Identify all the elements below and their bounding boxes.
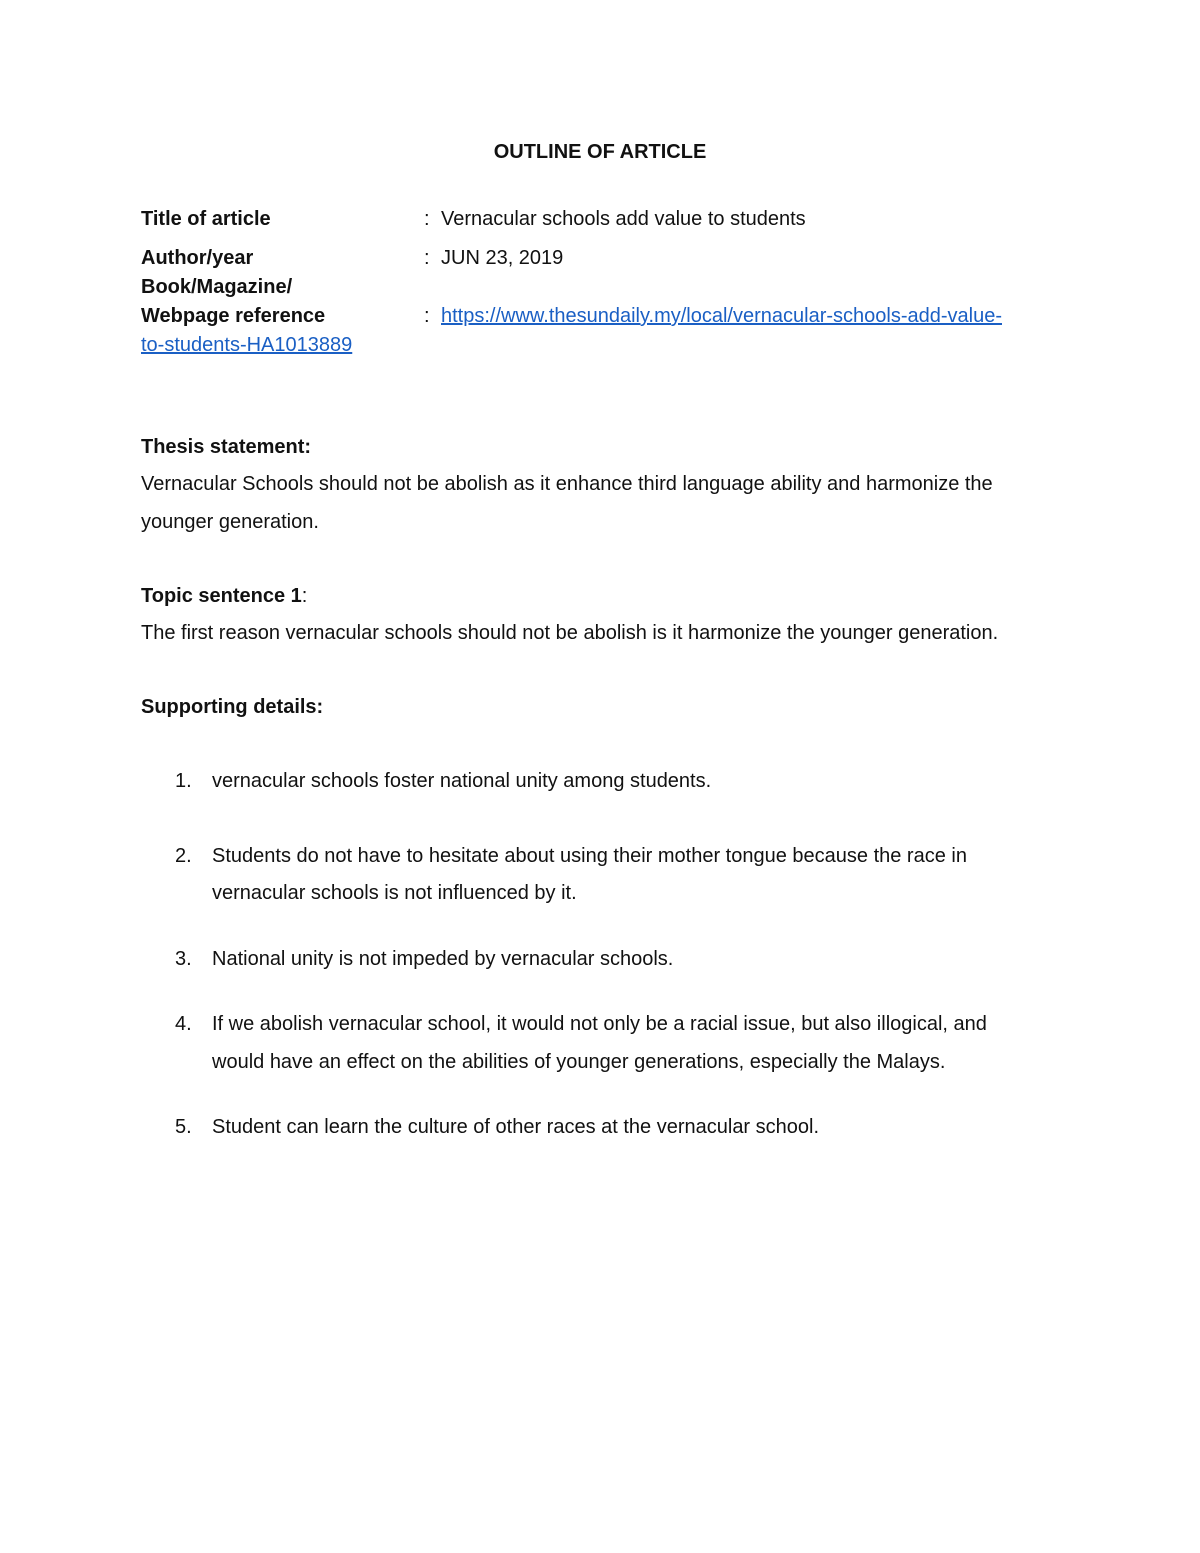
webpage-colon: : (424, 305, 430, 327)
webpage-url-link-line2[interactable]: to-students-HA1013889 (141, 334, 353, 356)
list-item-text: Student can learn the culture of other races at the vernacular school. (212, 1116, 820, 1138)
webpage-reference-label: Webpage reference (141, 305, 326, 327)
webpage-url-link-line1[interactable]: https://www.thesundaily.my/local/vernacular-schools-add-value- (441, 305, 1002, 327)
list-item-text: vernacular schools foster national unity among students. (212, 770, 712, 792)
topic-sentence-text: The first reason vernacular schools should not be abolish is it harmonize the younger generation. (141, 622, 999, 644)
thesis-text-line1: Vernacular Schools should not be abolish as it enhance third language ability and harmonize the (141, 473, 993, 495)
list-item-text-continued: vernacular schools is not influenced by it. (212, 882, 577, 904)
title-of-article-value: Vernacular schools add value to students (441, 208, 806, 230)
book-magazine-label: Book/Magazine/ (141, 276, 293, 298)
list-item-number: 2. (175, 845, 192, 867)
author-year-value: JUN 23, 2019 (441, 247, 564, 269)
list-item-number: 1. (175, 770, 192, 792)
author-colon: : (424, 247, 430, 269)
thesis-heading: Thesis statement: (141, 436, 312, 458)
title-of-article-label: Title of article (141, 208, 271, 230)
title-colon: : (424, 208, 430, 230)
list-item-text: National unity is not impeded by vernacular schools. (212, 948, 674, 970)
document-title: OUTLINE OF ARTICLE (493, 141, 707, 163)
list-item-number: 4. (175, 1013, 192, 1035)
topic-sentence-heading (141, 585, 307, 608)
list-item-number: 5. (175, 1116, 192, 1138)
list-item-text-continued: would have an effect on the abilities of younger generations, especially the Malays. (212, 1051, 946, 1073)
topic-sentence-heading-label: Topic sentence 1 (141, 585, 302, 607)
author-year-label: Author/year (141, 247, 254, 269)
supporting-details-heading: Supporting details: (141, 696, 324, 718)
thesis-text-line2: younger generation. (141, 511, 319, 533)
list-item-text: If we abolish vernacular school, it would not only be a racial issue, but also illogical, and (212, 1013, 987, 1035)
list-item-number: 3. (175, 948, 192, 970)
list-item-text: Students do not have to hesitate about using their mother tongue because the race in (212, 845, 967, 867)
topic-sentence-heading-colon: : (301, 585, 308, 607)
